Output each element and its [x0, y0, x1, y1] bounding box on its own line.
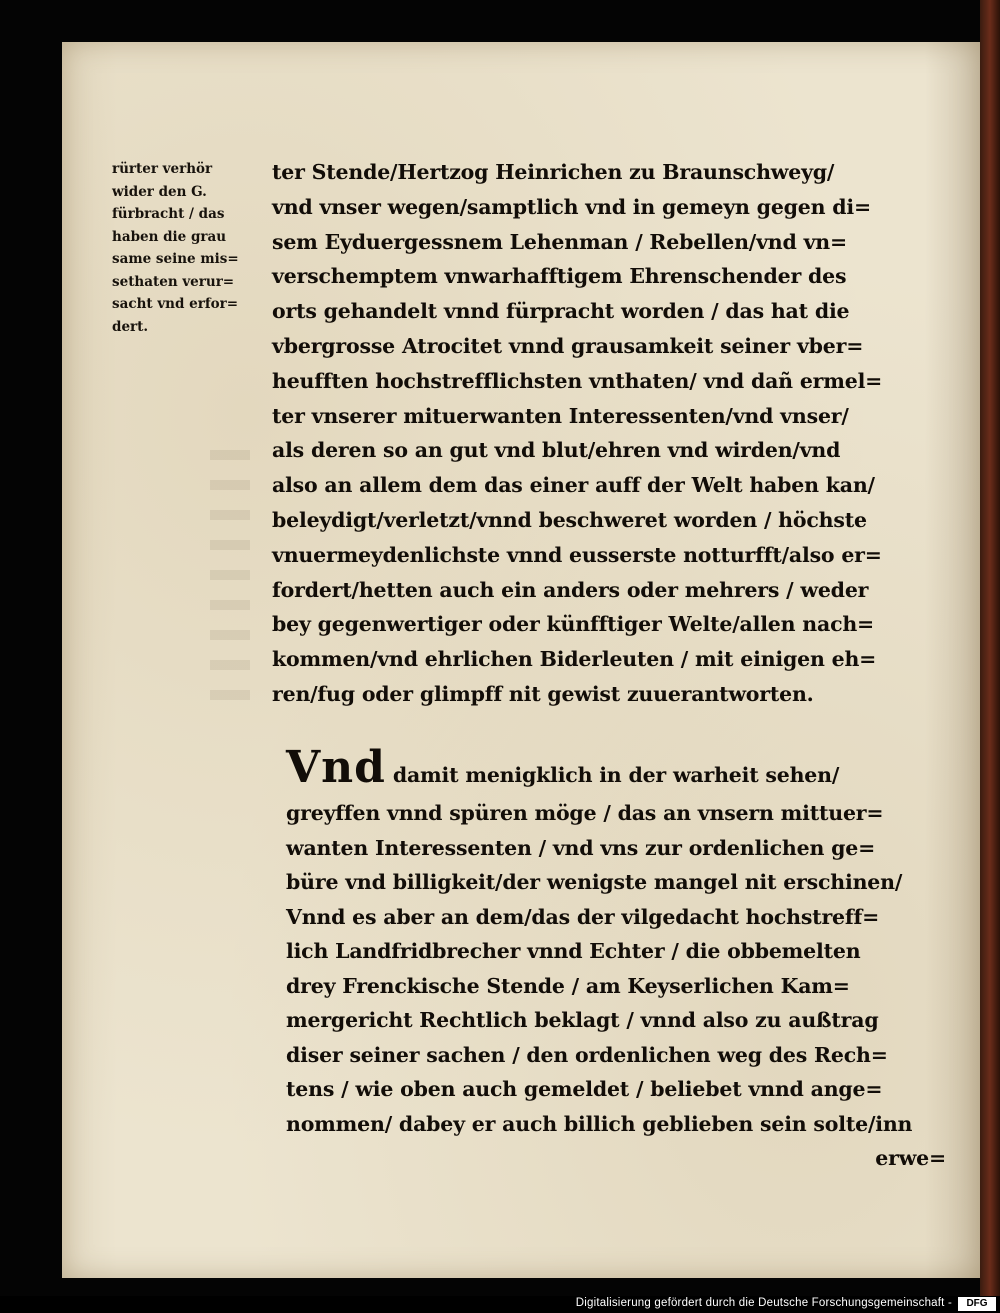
- text-line: kommen/vnd ehrlichen Biderleuten / mit einigen eh=: [272, 647, 877, 672]
- first-line-text: damit menigklich in der warheit sehen/: [392, 763, 840, 787]
- text-line: ter vnserer mituerwanten Interessenten/vnd vnser/: [272, 403, 849, 428]
- margin-note-line: same seine mis=: [112, 251, 239, 267]
- ink-bleed-through: [210, 450, 250, 710]
- text-line: nommen/ dabey er auch billich geblieben sein solte/inn: [286, 1111, 913, 1136]
- margin-note-line: rürter verhör: [112, 161, 213, 177]
- text-line: also an allem dem das einer auff der Welt haben kan/: [272, 473, 875, 498]
- text-line: verschemptem vnwarhafftigem Ehrenschender des: [272, 264, 847, 289]
- margin-note-line: haben die grau: [112, 228, 227, 245]
- text-line: fordert/hetten auch ein anders oder mehrers / weder: [272, 577, 869, 602]
- text-line: drey Frenckische Stende / am Keyserlichen Kam=: [286, 973, 850, 998]
- text-line: tens / wie oben auch gemeldet / beliebet vnnd ange=: [286, 1077, 883, 1101]
- margin-note-line: sacht vnd erfor=: [112, 296, 239, 312]
- text-line: vbergrosse Atrocitet vnnd grausamkeit seiner vber=: [272, 333, 864, 358]
- text-line: ter Stende/Hertzog Heinrichen zu Braunschweyg/: [272, 160, 835, 184]
- text-line: bey gegenwertiger oder künfftiger Welte/allen nach=: [272, 612, 875, 637]
- margin-note-line: dert.: [112, 318, 149, 335]
- text-line: orts gehandelt vnnd fürpracht worden / das hat die: [272, 299, 850, 324]
- paragraph-1: [272, 155, 962, 712]
- text-line: beleydigt/verletzt/vnnd beschweret worden / höchste: [272, 507, 867, 532]
- text-line: wanten Interessenten / vnd vns zur ordenlichen ge=: [286, 835, 876, 860]
- text-line: sem Eyduergessnem Lehenman / Rebellen/vnd vn=: [272, 229, 847, 254]
- paragraph-2: [286, 740, 966, 1176]
- text-line: greyffen vnnd spüren möge / das an vnsern mittuer=: [286, 801, 884, 825]
- margin-note-line: wider den G.: [112, 183, 207, 200]
- initial-word: Vnd: [286, 742, 386, 793]
- text-line: als deren so an gut vnd blut/ehren vnd wirden/vnd: [272, 438, 841, 463]
- margin-note: [112, 158, 272, 338]
- text-line: lich Landfridbrecher vnnd Echter / die obbemelten: [286, 939, 861, 963]
- text-line: vnd vnser wegen/samptlich vnd in gemeyn gegen di=: [272, 194, 871, 219]
- text-line: ren/fug oder glimpff nit gewist zuuerantworten.: [272, 681, 814, 706]
- text-line: Vnnd es aber an dem/das der vilgedacht hochstreff=: [286, 904, 880, 929]
- margin-note-line: sethaten verur=: [112, 273, 235, 290]
- text-line: vnuermeydenlichste vnnd eusserste notturfft/also er=: [272, 542, 882, 567]
- text-line: büre vnd billigkeit/der wenigste mangel nit erschinen/: [286, 870, 903, 894]
- text-line: mergericht Rechtlich beklagt / vnnd also zu außtrag: [286, 1008, 879, 1032]
- margin-note-line: fürbracht / das: [112, 206, 225, 222]
- catchword: erwe=: [875, 1146, 946, 1170]
- funding-credit: Digitalisierung gefördert durch die Deutsche Forschungsgemeinschaft -: [575, 1297, 952, 1309]
- book-spine-edge: [980, 0, 1000, 1313]
- text-line-first: [286, 740, 966, 796]
- text-line: diser seiner sachen / den ordenlichen weg des Rech=: [286, 1042, 888, 1067]
- dfg-logo: DFG: [958, 1297, 996, 1311]
- text-line: heufften hochstrefflichsten vnthaten/ vnd dañ ermel=: [272, 368, 883, 393]
